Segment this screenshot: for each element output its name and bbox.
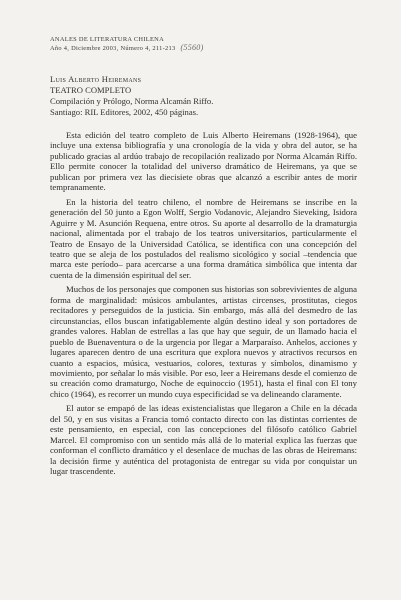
book-compilation: Compilación y Prólogo, Norma Alcamán Riffo.	[50, 96, 214, 106]
journal-issue	[50, 44, 204, 53]
book-author: Luis Alberto Heiremans	[50, 74, 142, 84]
book-publication: Santiago: RIL Editores, 2002, 450 páginas.	[50, 107, 199, 117]
paragraph: En la historia del teatro chileno, el nombre de Heiremans se inscribe en la generación del 50 junto a Egon Wolff, Sergio Vodanovic, Alejandro Sieveking, Isidora Aguirre y M. Asunción Requena, entre otros. Su aporte al desarrollo de la dramaturgia nacional, alimentada por el trabajo de los teatros universitarios, particularmente el Teatro de Ensayo de la Universidad Católica, se identifica con una concepción del teatro que se aleja de los postulados del realismo sicológico y social –tendencia que marca este período– para acercarse a una forma dramática simbólica que intenta dar cuenta de la dimensión espiritual del ser.	[50, 196, 357, 280]
journal-header	[50, 36, 204, 53]
paragraph: El autor se empapó de las ideas existencialistas que llegaron a Chile en la década del 50, y en sus visitas a Francia tomó contacto directo con las distintas corrientes de este pensamiento, en especial, con las concepciones del filósofo católico Gabriel Marcel. El compromiso con un sentido más allá de lo material explica las fuerzas que conforman el conflicto dramático y el desenlace de muchas de las obras de Heiremans: la decisión firme y auténtica del protagonista de entregar su vida por conquistar un lugar trascendente.	[50, 403, 357, 477]
handwritten-note: (5560)	[180, 43, 204, 52]
journal-title: ANALES DE LITERATURA CHILENA	[50, 36, 165, 43]
book-title: TEATRO COMPLETO	[50, 85, 132, 95]
issue-text: Año 4, Diciembre 2003, Número 4, 211-213	[50, 45, 176, 52]
paragraph: Esta edición del teatro completo de Luis Alberto Heiremans (1928-1964), que incluye una extensa bibliografía y una cronología de la vida y obra del autor, se ha publicado gracias al ardúo trabajo de recopilación realizado por Norma Alcamán Riffo. Ello permite conocer la totalidad del universo dramático de Heiremans, ya que se publican por primera vez las diecisiete obras que alcanzó a escribir antes de morir tempranamente.	[50, 130, 357, 193]
paragraph: Muchos de los personajes que componen sus historias son sobrevivientes de alguna forma de marginalidad: músicos ambulantes, artistas circenses, prostitutas, ciegos recitadores y perseguidos de la justicia. Sin embargo, más allá del desmedro de las circunstancias, ellos buscan infatigablemente algún destino ideal y son portadores de grandes valores. Hablan de estrellas a las que hay que seguir, de un llamado hacia el pueblo de Buenaventura o de la urgencia por llegar a Marparaíso. Anhelos, acciones y lugares aparecen dentro de una escritura que explora nuevos y atractivos recursos en cuanto a espacios, música, vestuarios, colores, texturas y símbolos, dinamismo y movimiento, por señalar lo más visible. Por eso, leer a Heiremans desde el comienzo de su creación como dramaturgo, Noche de equinoccio (1951), hasta el final con El tony chico (1964), es recorrer un mundo cuya especificidad se va delineando claramente.	[50, 284, 357, 399]
review-body	[50, 130, 357, 481]
bibliographic-entry	[50, 74, 213, 118]
